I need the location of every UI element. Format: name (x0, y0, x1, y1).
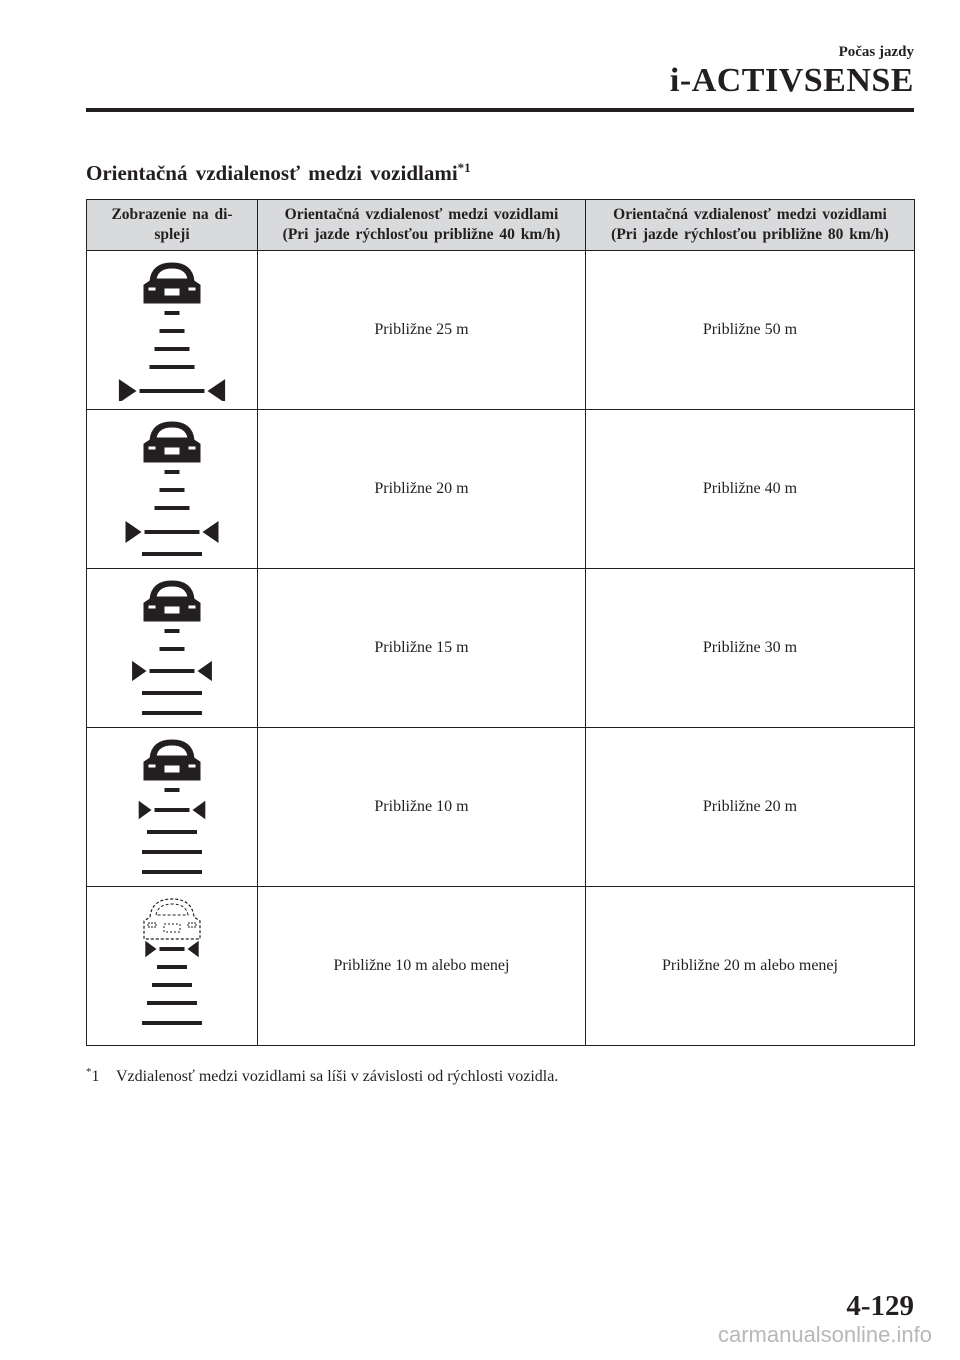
distance-bar (142, 870, 202, 874)
display-cell (87, 569, 258, 728)
distance-bar-active (160, 947, 185, 951)
car-rear-icon (144, 422, 200, 462)
distance-80kmh-cell: Približne 50 m (586, 251, 915, 410)
distance-40kmh-cell: Približne 20 m (258, 410, 586, 569)
following-distance-level-3-icon (87, 418, 257, 560)
distance-40kmh-cell: Približne 10 m (258, 728, 586, 887)
right-pointer-icon (208, 379, 226, 401)
running-header-title: i-ACTIVSENSE (669, 62, 914, 99)
footnote-text: Vzdialenosť medzi vozidlami sa líši v závislosti od rýchlosti vozidla. (116, 1068, 559, 1085)
right-pointer-icon (193, 801, 206, 819)
distance-bar (165, 470, 180, 474)
right-pointer-icon (203, 521, 219, 543)
following-distance-minimum-icon (87, 895, 257, 1037)
distance-bar (155, 506, 190, 510)
display-cell (87, 728, 258, 887)
column-header-line: spleji (154, 226, 190, 243)
display-cell (87, 251, 258, 410)
following-distance-level-2-icon (87, 577, 257, 719)
distance-bar (150, 365, 195, 369)
section-heading-text: Orientačná vzdialenosť medzi vozidlami (86, 161, 458, 185)
table-row (87, 728, 915, 887)
distance-40kmh-cell: Približne 25 m (258, 251, 586, 410)
right-pointer-icon (188, 941, 199, 958)
column-header-line: (Pri jazde rýchlosťou približne 80 km/h) (611, 226, 889, 243)
distance-bar (165, 629, 180, 633)
left-pointer-icon (145, 941, 156, 958)
footnote-marker: * (86, 1066, 92, 1078)
left-pointer-icon (139, 801, 152, 819)
distance-bar-active (155, 808, 190, 812)
table-row (87, 251, 915, 410)
column-header-line: Orientačná vzdialenosť medzi vozidlami (284, 206, 559, 223)
section-heading (86, 160, 471, 186)
distance-bar (165, 311, 180, 315)
following-distance-level-1-icon (87, 736, 257, 878)
distance-80kmh-cell: Približne 40 m (586, 410, 915, 569)
distance-bar (160, 647, 185, 651)
running-header-section: Počas jazdy (838, 44, 914, 60)
distance-80kmh-cell: Približne 20 m alebo menej (586, 887, 915, 1046)
footnote-number: 1 (91, 1068, 100, 1085)
column-header-80kmh (586, 200, 915, 251)
column-header-line: Orientačná vzdialenosť medzi vozidlami (613, 206, 887, 223)
distance-bar-active (150, 669, 195, 673)
table-row (87, 887, 915, 1046)
car-rear-icon (144, 740, 200, 780)
distance-40kmh-cell: Približne 10 m alebo menej (258, 887, 586, 1046)
car-rear-icon (144, 263, 200, 303)
distance-bar (160, 329, 185, 333)
distance-80kmh-cell: Približne 30 m (586, 569, 915, 728)
column-header-line: Zobrazenie na di- (111, 206, 233, 223)
column-header-line: (Pri jazde rýchlosťou približne 40 km/h) (282, 226, 561, 243)
display-cell (87, 887, 258, 1046)
distance-bar-active (145, 530, 200, 534)
column-header-display (87, 200, 258, 251)
distance-bar (152, 983, 192, 987)
distance-bar (147, 1001, 197, 1005)
footnote (86, 1066, 558, 1086)
following-distance-level-4-icon (87, 259, 257, 401)
table-row (87, 410, 915, 569)
car-rear-icon (144, 581, 200, 621)
distance-bar (142, 1021, 202, 1025)
distance-40kmh-cell: Približne 15 m (258, 569, 586, 728)
distance-bar (165, 788, 180, 792)
header-divider (86, 108, 914, 112)
left-pointer-icon (132, 661, 146, 681)
distance-bar (142, 711, 202, 715)
left-pointer-icon (126, 521, 142, 543)
car-rear-icon (144, 899, 200, 939)
distance-bar (155, 347, 190, 351)
display-cell (87, 410, 258, 569)
table-row (87, 569, 915, 728)
table-header-row (87, 200, 915, 251)
distance-80kmh-cell: Približne 20 m (586, 728, 915, 887)
distance-bar (147, 830, 197, 834)
column-header-40kmh (258, 200, 586, 251)
watermark: carmanualsonline.info (717, 1322, 932, 1347)
right-pointer-icon (198, 661, 212, 681)
distance-table (86, 199, 915, 1046)
page-number: 4-129 (846, 1290, 914, 1322)
left-pointer-icon (119, 379, 137, 401)
distance-bar (160, 488, 185, 492)
distance-bar (142, 850, 202, 854)
distance-bar (157, 965, 187, 969)
distance-bar (142, 552, 202, 556)
distance-bar (142, 691, 202, 695)
footnote-reference: *1 (457, 160, 471, 175)
distance-bar-active (140, 389, 205, 393)
